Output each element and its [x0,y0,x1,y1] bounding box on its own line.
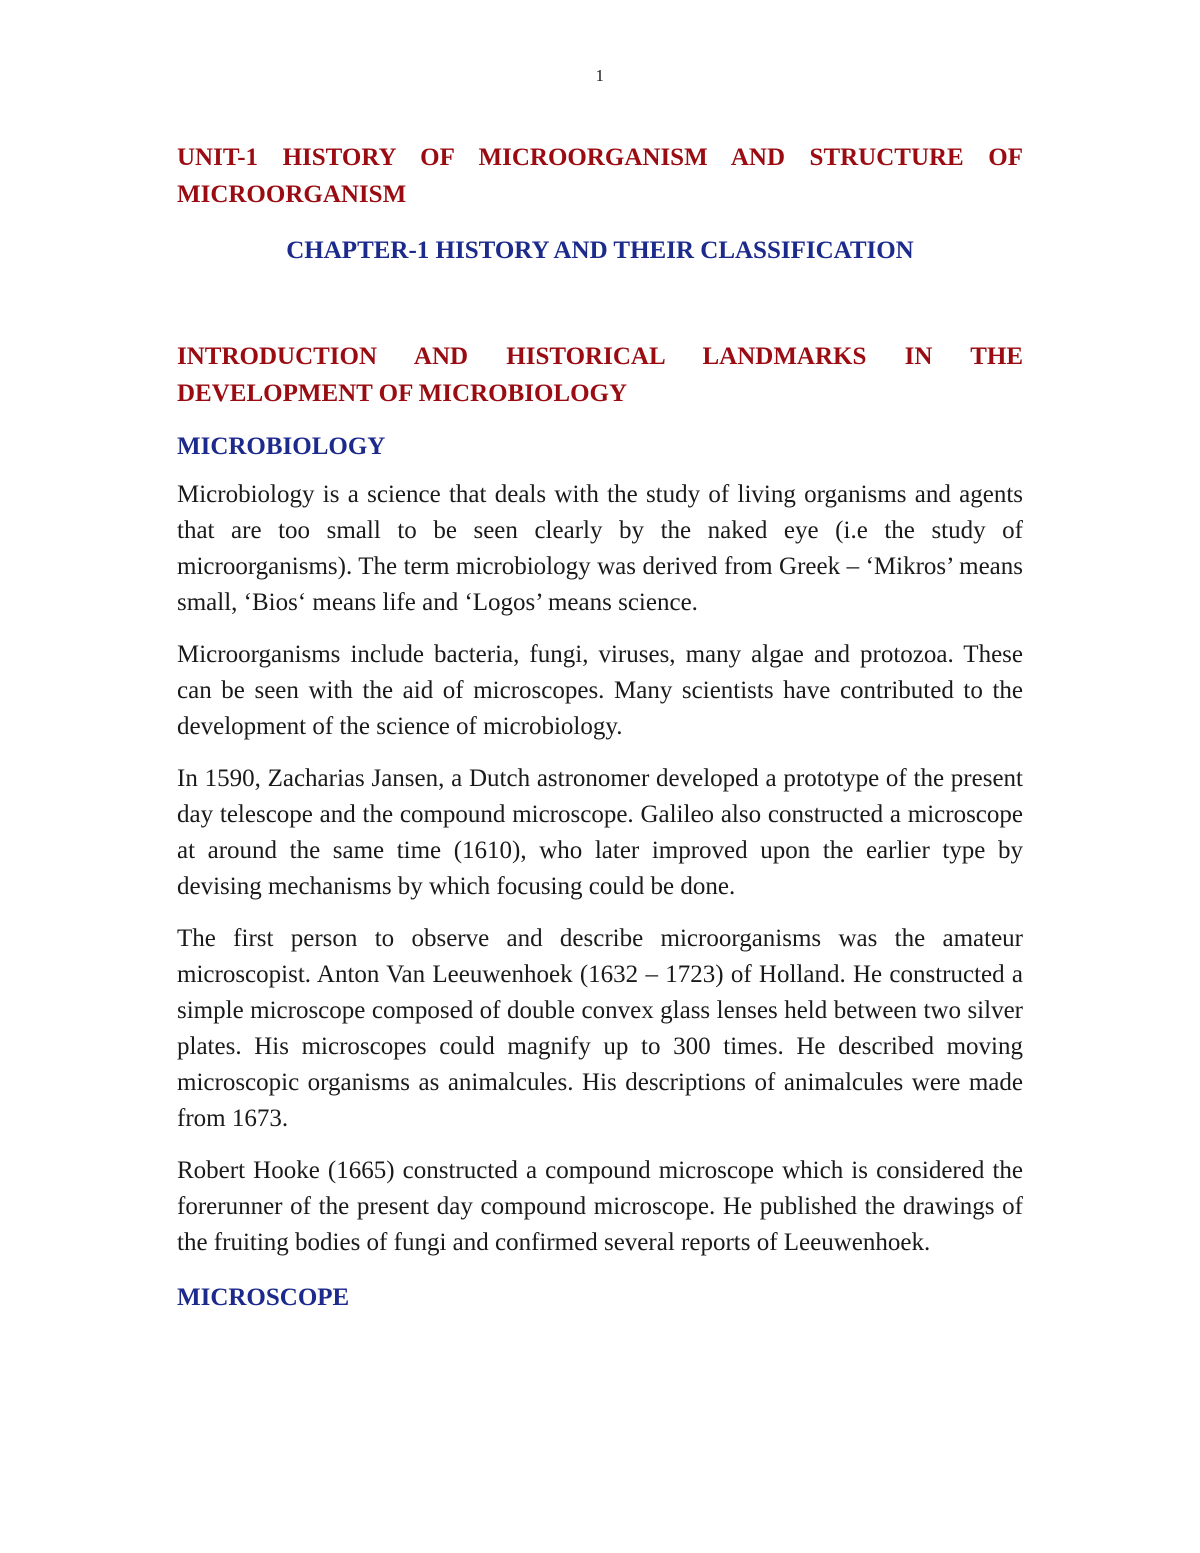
chapter-title: CHAPTER-1 HISTORY AND THEIR CLASSIFICATION [286,237,914,264]
section-heading-microbiology: MICROBIOLOGY [177,433,386,460]
paragraph-hooke: Robert Hooke (1665) constructed a compound microscope which is considered the forerunner of the present day compound microscope. He published the drawings of the fruiting bodies of fungi and confirmed several reports of Leeuwenhoek. [177,1157,1023,1256]
page-number: 1 [595,66,605,85]
paragraph-jansen: In 1590, Zacharias Jansen, a Dutch astronomer developed a prototype of the present day telescope and the compound microscope. Galileo also constructed a microscope at around the same time (1610), who later improved upon the earlier type by devising mechanisms by which focusing could be done. [177,765,1023,900]
section-heading-microscope: MICROSCOPE [177,1284,350,1311]
paragraph-leeuwenhoek: The first person to observe and describe microorganisms was the amateur microscopist. Anton Van Leeuwenhoek (1632 – 1723) of Holland. He constructed a simple microscope composed of double convex glass lenses held between two silver plates. His microscopes could magnify up to 300 times. He described moving microscopic organisms as animalcules. His descriptions of animalcules were made from 1673. [177,925,1023,1132]
paragraph-microorganisms: Microorganisms include bacteria, fungi, viruses, many algae and protozoa. These can be seen with the aid of microscopes. Many scientists have contributed to the development of the science of microbiology. [177,641,1023,740]
page-content [177,139,1023,1316]
paragraph-definition: Microbiology is a science that deals with the study of living organisms and agents that are too small to be seen clearly by the naked eye (i.e the study of microorganisms). The term microbiology was derived from Greek – ‘Mikros’ means small, ‘Bios‘ means life and ‘Logos’ means science. [177,481,1023,616]
intro-title: INTRODUCTION AND HISTORICAL LANDMARKS IN THE DEVELOPMENT OF MICROBIOLOGY [177,343,1023,407]
unit-title: UNIT-1 HISTORY OF MICROORGANISM AND STRUCTURE OF MICROORGANISM [177,144,1023,208]
